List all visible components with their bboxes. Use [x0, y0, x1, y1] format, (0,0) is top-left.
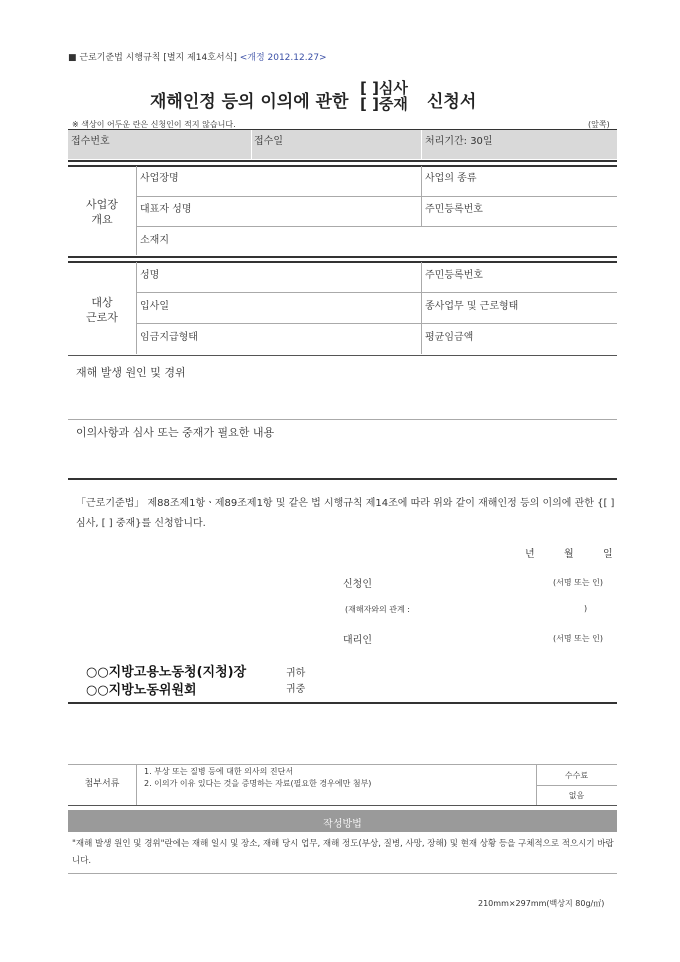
avg-wage-field[interactable]: 평균임금액 — [425, 332, 474, 343]
year-label[interactable]: 년 — [525, 549, 535, 560]
labor-commission-name: ○○지방노동위원회 — [86, 683, 197, 698]
worker-name-field[interactable]: 성명 — [140, 270, 160, 281]
arbitration-checkbox-label[interactable]: [ ]중재 — [360, 95, 408, 113]
business-name-field[interactable]: 사업장명 — [140, 173, 179, 184]
office2-suffix: 귀중 — [286, 684, 306, 695]
month-label[interactable]: 월 — [564, 549, 574, 560]
declaration-text: 「근로기준법」 제88조제1항ㆍ제89조제1항 및 같은 법 시행규칙 제14조에 따라 위와 같이 재해인정 등의 이의에 관한 {[ ] 심사, [ ] 중재}를 신청합니다. — [76, 498, 615, 529]
title-main: 재해인정 등의 이의에 관한 — [150, 92, 349, 112]
office1-suffix: 귀하 — [286, 668, 306, 679]
instructions-text: "재해 발생 원인 및 경위"란에는 재해 일시 및 장소, 재해 당시 업무, 재해 정도(부상, 질병, 사망, 장해) 및 현재 상황 등을 구체적으로 적으시기 바랍니다. — [72, 839, 614, 866]
fee-label: 수수료 — [564, 771, 589, 780]
paper-spec: 210mm×297mm(백상지 80g/㎡) — [478, 899, 605, 908]
receipt-date-label: 접수일 — [254, 136, 283, 147]
objection-content-field[interactable]: 이의사항과 심사 또는 중재가 필요한 내용 — [76, 426, 275, 439]
attachment-item: 1. 부상 또는 질병 등에 대한 의사의 진단서 — [144, 767, 294, 776]
shading-notice: ※ 색상이 어두운 란은 신청인이 적지 않습니다. — [72, 120, 236, 129]
pay-type-field[interactable]: 임금지급형태 — [140, 332, 198, 343]
hire-date-field[interactable]: 입사일 — [140, 301, 169, 312]
form-ref-text: ■ 근로기준법 시행규칙 [별지 제14호서식] — [68, 53, 237, 63]
relation-field[interactable]: (재해자와의 관계 : — [345, 605, 410, 614]
applicant-label: 신청인 — [343, 579, 372, 590]
instructions-heading: 작성방법 — [323, 819, 362, 830]
agent-label: 대리인 — [343, 635, 372, 646]
receipt-bar — [68, 130, 617, 159]
representative-regno-field[interactable]: 주민등록번호 — [425, 204, 483, 215]
form-title — [150, 80, 550, 120]
business-address-field[interactable]: 소재지 — [140, 235, 169, 246]
accident-cause-field[interactable]: 재해 발생 원인 및 경위 — [76, 366, 186, 379]
worker-regno-field[interactable]: 주민등록번호 — [425, 270, 483, 281]
business-section-label: 사업장 개요 — [86, 198, 118, 226]
attachment-item: 2. 이의가 이유 있다는 것을 증명하는 자료(필요한 경우에만 첨부) — [144, 779, 372, 788]
day-label[interactable]: 일 — [603, 549, 613, 560]
page-side: (앞쪽) — [588, 120, 610, 129]
form-reference — [68, 50, 327, 63]
relation-close: ) — [584, 604, 588, 613]
representative-name-field[interactable]: 대표자 성명 — [140, 204, 192, 215]
job-type-field[interactable]: 종사업무 및 근로형태 — [425, 301, 519, 312]
amendment-date: <개정 2012.12.27> — [239, 53, 327, 63]
processing-period: 처리기간: 30일 — [425, 136, 493, 147]
agent-signature[interactable]: (서명 또는 인) — [553, 634, 603, 643]
title-options — [360, 80, 408, 112]
receipt-number-label: 접수번호 — [71, 136, 110, 147]
business-type-field[interactable]: 사업의 종류 — [425, 173, 477, 184]
labor-office-name: ○○지방고용노동청(지청)장 — [86, 665, 247, 680]
review-checkbox-label[interactable]: [ ]심사 — [360, 79, 408, 97]
attachment-list — [144, 766, 371, 790]
applicant-signature[interactable]: (서명 또는 인) — [553, 578, 603, 587]
worker-section-label: 대상 근로자 — [86, 296, 118, 324]
fee-value: 없음 — [568, 791, 585, 800]
title-suffix: 신청서 — [427, 92, 477, 112]
attachments-label: 첨부서류 — [84, 779, 120, 789]
